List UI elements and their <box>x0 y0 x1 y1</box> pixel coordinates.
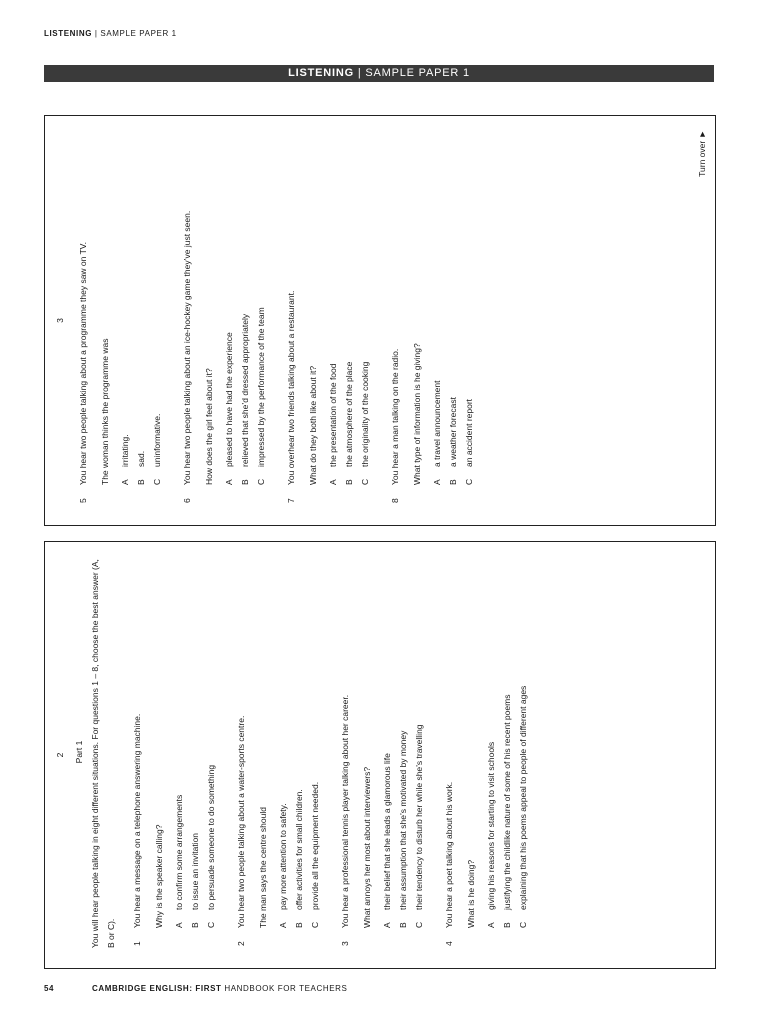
banner-paper: SAMPLE PAPER 1 <box>365 67 470 79</box>
page-2-panel <box>44 541 716 969</box>
question-stem: You hear two people talking about an ice-hockey game they’ve just seen. <box>182 210 192 485</box>
option-b[interactable]: B sad. <box>136 450 146 485</box>
option-c[interactable]: C impressed by the performance of the team <box>256 307 266 485</box>
question-number: 1 <box>132 941 142 946</box>
footer-page-number: 54 <box>44 984 55 993</box>
question-prompt: What type of information is he giving? <box>412 343 422 485</box>
page-3-rotated <box>45 116 715 525</box>
running-footer <box>44 984 714 993</box>
question-prompt: What is he doing? <box>466 859 476 928</box>
footer-title <box>92 984 347 993</box>
question-number: 8 <box>390 498 400 503</box>
running-header <box>44 29 177 38</box>
question-prompt: What do they both like about it? <box>308 365 318 485</box>
page-3-panel <box>44 115 716 526</box>
question-stem: You hear two people talking about a water-sports centre. <box>236 715 246 928</box>
instructions: You will hear people talking in eight different situations. For questions 1 – 8, choose the best answer (A, B or C). <box>90 559 116 948</box>
question-stem: You hear two people talking about a programme they saw on TV. <box>78 241 88 485</box>
question-4 <box>441 556 531 948</box>
footer-brand: CAMBRIDGE ENGLISH: FIRST <box>92 984 222 993</box>
page-3-questions <box>75 125 491 505</box>
option-a[interactable]: A a travel announcement <box>432 380 442 485</box>
question-1 <box>129 556 219 948</box>
option-c[interactable]: C the originality of the cooking <box>360 361 370 485</box>
option-b[interactable]: B offer activities for small children. <box>294 789 304 928</box>
question-7 <box>283 125 373 505</box>
option-a[interactable]: A giving his reasons for starting to visit schools <box>486 741 496 928</box>
question-stem: You hear a message on a telephone answering machine. <box>132 713 142 928</box>
page-2-questions <box>71 556 545 948</box>
option-a[interactable]: A to confirm some arrangements <box>174 794 184 928</box>
question-prompt: How does the girl feel about it? <box>204 368 214 485</box>
header-paper: SAMPLE PAPER 1 <box>100 29 177 38</box>
option-a[interactable]: A pleased to have had the experience <box>224 332 234 485</box>
option-b[interactable]: B to issue an invitation <box>190 832 200 928</box>
question-6 <box>179 125 269 505</box>
header-section: LISTENING <box>44 29 93 38</box>
option-a[interactable]: A the presentation of the food <box>328 363 338 485</box>
option-a[interactable]: A pay more attention to safety. <box>278 803 288 928</box>
question-number: 3 <box>340 941 350 946</box>
option-c[interactable]: C their tendency to disturb her while she’s travelling <box>414 724 424 928</box>
question-prompt: The man says the centre should <box>258 807 268 928</box>
question-number: 6 <box>182 498 192 503</box>
part-title: Part 1 <box>74 740 84 764</box>
option-b[interactable]: B justifying the childlike nature of some of his recent poems <box>502 694 512 928</box>
header-separator: | <box>94 29 98 38</box>
page-3-number: 3 <box>55 318 65 323</box>
option-c[interactable]: C explaining that his poems appeal to people of different ages <box>518 685 528 928</box>
option-a[interactable]: A irritating. <box>120 434 130 485</box>
option-c[interactable]: C uninformative. <box>152 413 162 485</box>
question-number: 7 <box>286 498 296 503</box>
question-stem: You overhear two friends talking about a restaurant. <box>286 290 296 485</box>
question-number: 5 <box>78 498 88 503</box>
question-3 <box>337 556 427 948</box>
section-banner <box>44 65 714 82</box>
option-a[interactable]: A their belief that she leads a glamorous life <box>382 753 392 928</box>
page-2-number: 2 <box>55 752 65 758</box>
question-prompt: Why is the speaker calling? <box>154 824 164 928</box>
page-2-rotated <box>45 542 715 968</box>
option-b[interactable]: B their assumption that she’s motivated by money <box>398 730 408 928</box>
option-c[interactable]: C to persuade someone to do something <box>206 764 216 928</box>
question-5 <box>75 125 165 505</box>
option-c[interactable]: C provide all the equipment needed. <box>310 781 320 928</box>
question-number: 4 <box>444 941 454 946</box>
question-number: 2 <box>236 941 246 946</box>
question-stem: You hear a man talking on the radio. <box>390 348 400 485</box>
banner-separator: | <box>357 67 362 79</box>
option-b[interactable]: B relieved that she’d dressed appropriately <box>240 313 250 485</box>
option-b[interactable]: B the atmosphere of the place <box>344 361 354 485</box>
question-2 <box>233 556 323 948</box>
question-8 <box>387 125 477 505</box>
question-stem: You hear a professional tennis player talking about her career. <box>340 694 350 928</box>
question-prompt: What annoys her most about interviewers? <box>362 766 372 928</box>
question-stem: You hear a poet talking about his work. <box>444 781 454 928</box>
question-prompt: The woman thinks the programme was <box>100 338 110 485</box>
option-b[interactable]: B a weather forecast <box>448 397 458 485</box>
option-c[interactable]: C an accident report <box>464 398 474 485</box>
banner-section: LISTENING <box>288 67 354 79</box>
footer-rest: HANDBOOK FOR TEACHERS <box>224 984 348 993</box>
turn-over-label: Turn over ► <box>697 130 707 177</box>
